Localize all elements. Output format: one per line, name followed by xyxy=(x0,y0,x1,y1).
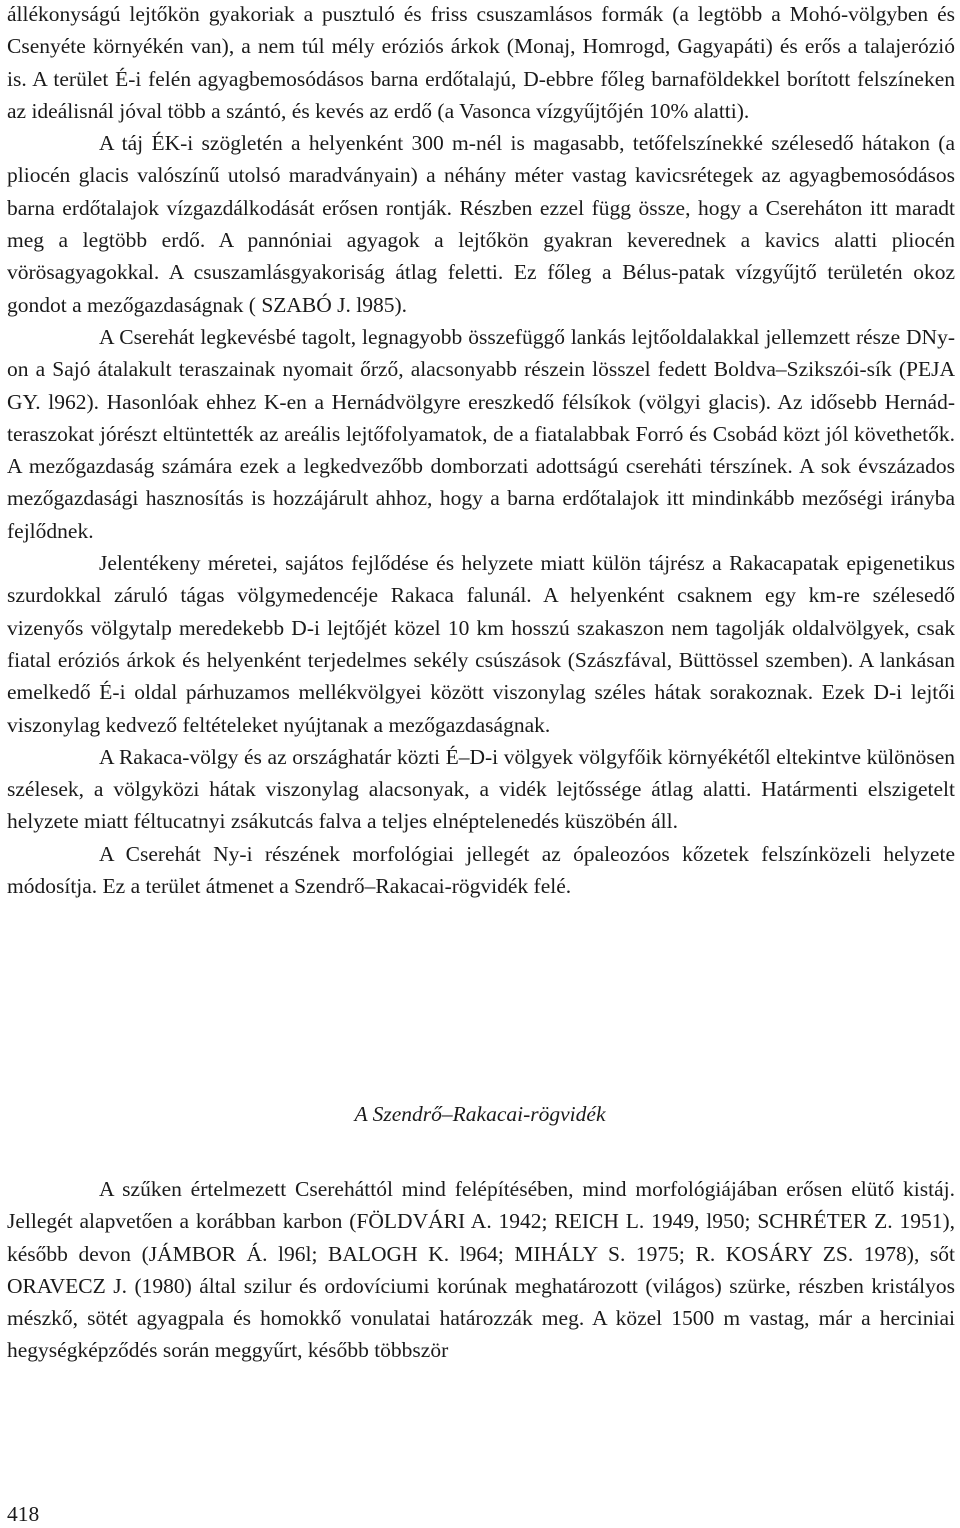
body-text-top xyxy=(7,0,955,902)
section-title: A Szendrő–Rakacai-rögvidék xyxy=(354,1102,606,1126)
paragraph: A táj ÉK-i szögletén a helyenként 300 m-nél is magasabb, tetőfelszínekké szélesedő hátakon (a pliocén glacis valószínű utolsó maradványain) a néhány méter vastag kavicsrétegek az agyagbemosódásos barna erdőtalajok vízgazdálkodását erősen rontják. Részben ezzel függ össze, hogy a Csereháton itt maradt meg a legtöbb erdő. A pannóniai agyagok a lejtőkön gyakran keverednek a kavics alatti pliocén vörösagyagokkal. A csuszamlásgyakoriság átlag feletti. Ez főleg a Bélus-patak vízgyűjtő területén okoz gondot a mezőgazdaságnak ( SZABÓ J. l985). xyxy=(7,131,955,317)
body-text-bottom xyxy=(7,1173,955,1367)
paragraph: állékonyságú lejtőkön gyakoriak a pusztuló és friss csuszamlásos formák (a legtöbb a Mohó-völgyben és Csenyéte környékén van), a nem túl mély eróziós árkok (Monaj, Homrogd, Gagyapáti) és erős a talajerózió is. A terület É-i felén agyagbemosódásos barna erdőtalajú, D-ebbre főleg barnaföldekkel borított felszíneken az ideálisnál jóval több a szántó, és kevés az erdő (a Vasonca vízgyűjtőjén 10% alatti). xyxy=(7,2,955,123)
paragraph: Jelentékeny méretei, sajátos fejlődése és helyzete miatt külön tájrész a Rakacapatak epigenetikus szurdokkal záruló tágas völgymedencéje Rakaca falunál. A helyenként csaknem egy km-re szélesedő vizenyős völgytalp meredekebb D-i lejtőjét közel 10 km hosszú szakaszon nem tagolják oldalvölgyek, csak fiatal eróziós árkok és helyenként terjedelmes sekély csúszások (Szászfával, Büttössel szemben). A lankásan emelkedő É-i oldal párhuzamos mellékvölgyei között viszonylag széles hátak sorakoznak. Ezek D-i lejtői viszonylag kedvező feltételeket nyújtanak a mezőgazdaságnak. xyxy=(7,551,955,737)
paragraph: A szűken értelmezett Csereháttól mind felépítésében, mind morfológiájában erősen elütő kistáj. Jellegét alapvetően a korábban karbon (FÖLDVÁRI A. 1942; REICH L. 1949, l950; SCHRÉTER Z. 1951), később devon (JÁMBOR Á. l96l; BALOGH K. l964; MIHÁLY S. 1975; R. KOSÁRY ZS. 1978), sőt ORAVECZ J. (1980) által szilur és ordovíciumi korúnak meghatározott (világos) szürke, részben kristályos mészkő, sötét agyagpala és homokkő vonulatai határozzák meg. A közel 1500 m vastag, már a herciniai hegységképződés során meggyűrt, később többször xyxy=(7,1177,955,1363)
paragraph: A Cserehát legkevésbé tagolt, legnagyobb összefüggő lankás lejtőoldalakkal jellemzett része DNy-on a Sajó átalakult teraszainak nyomait őrző, alacsonyabb részein lösszel fedett Boldva–Szikszói-sík (PEJA GY. l962). Hasonlóak ehhez K-en a Hernádvölgyre ereszkedő félsíkok (völgyi glacis). Az idősebb Hernád-teraszokat jórészt eltüntették az areális lejtőfolyamatok, de a fiatalabbak Forró és Csobád közt jól követhetők. A mezőgazdaság számára ezek a legkedvezőbb domborzati adottságú csereháti térszínek. A sok évszázados mezőgazdasági hasznosítás is hozzájárult ahhoz, hogy a barna erdőtalajok itt mindinkább mezőségi irányba fejlődnek. xyxy=(7,324,955,543)
page-number: 418 xyxy=(7,1502,40,1526)
paragraph: A Cserehát Ny-i részének morfológiai jellegét az ópaleozóos kőzetek felszínközeli helyzete módosítja. Ez a terület átmenet a Szendrő–Rakacai-rögvidék felé. xyxy=(7,841,955,899)
paragraph: A Rakaca-völgy és az országhatár közti É–D-i völgyek völgyfőik környékétől eltekintve különösen szélesek, a völgyközi hátak viszonylag alacsonyak, a vidék lejtőssége átlag alatti. Határmenti elszigetelt helyzete miatt féltucatnyi zsákutcás falva a teljes elnéptelenedés küszöbén áll. xyxy=(7,744,955,834)
